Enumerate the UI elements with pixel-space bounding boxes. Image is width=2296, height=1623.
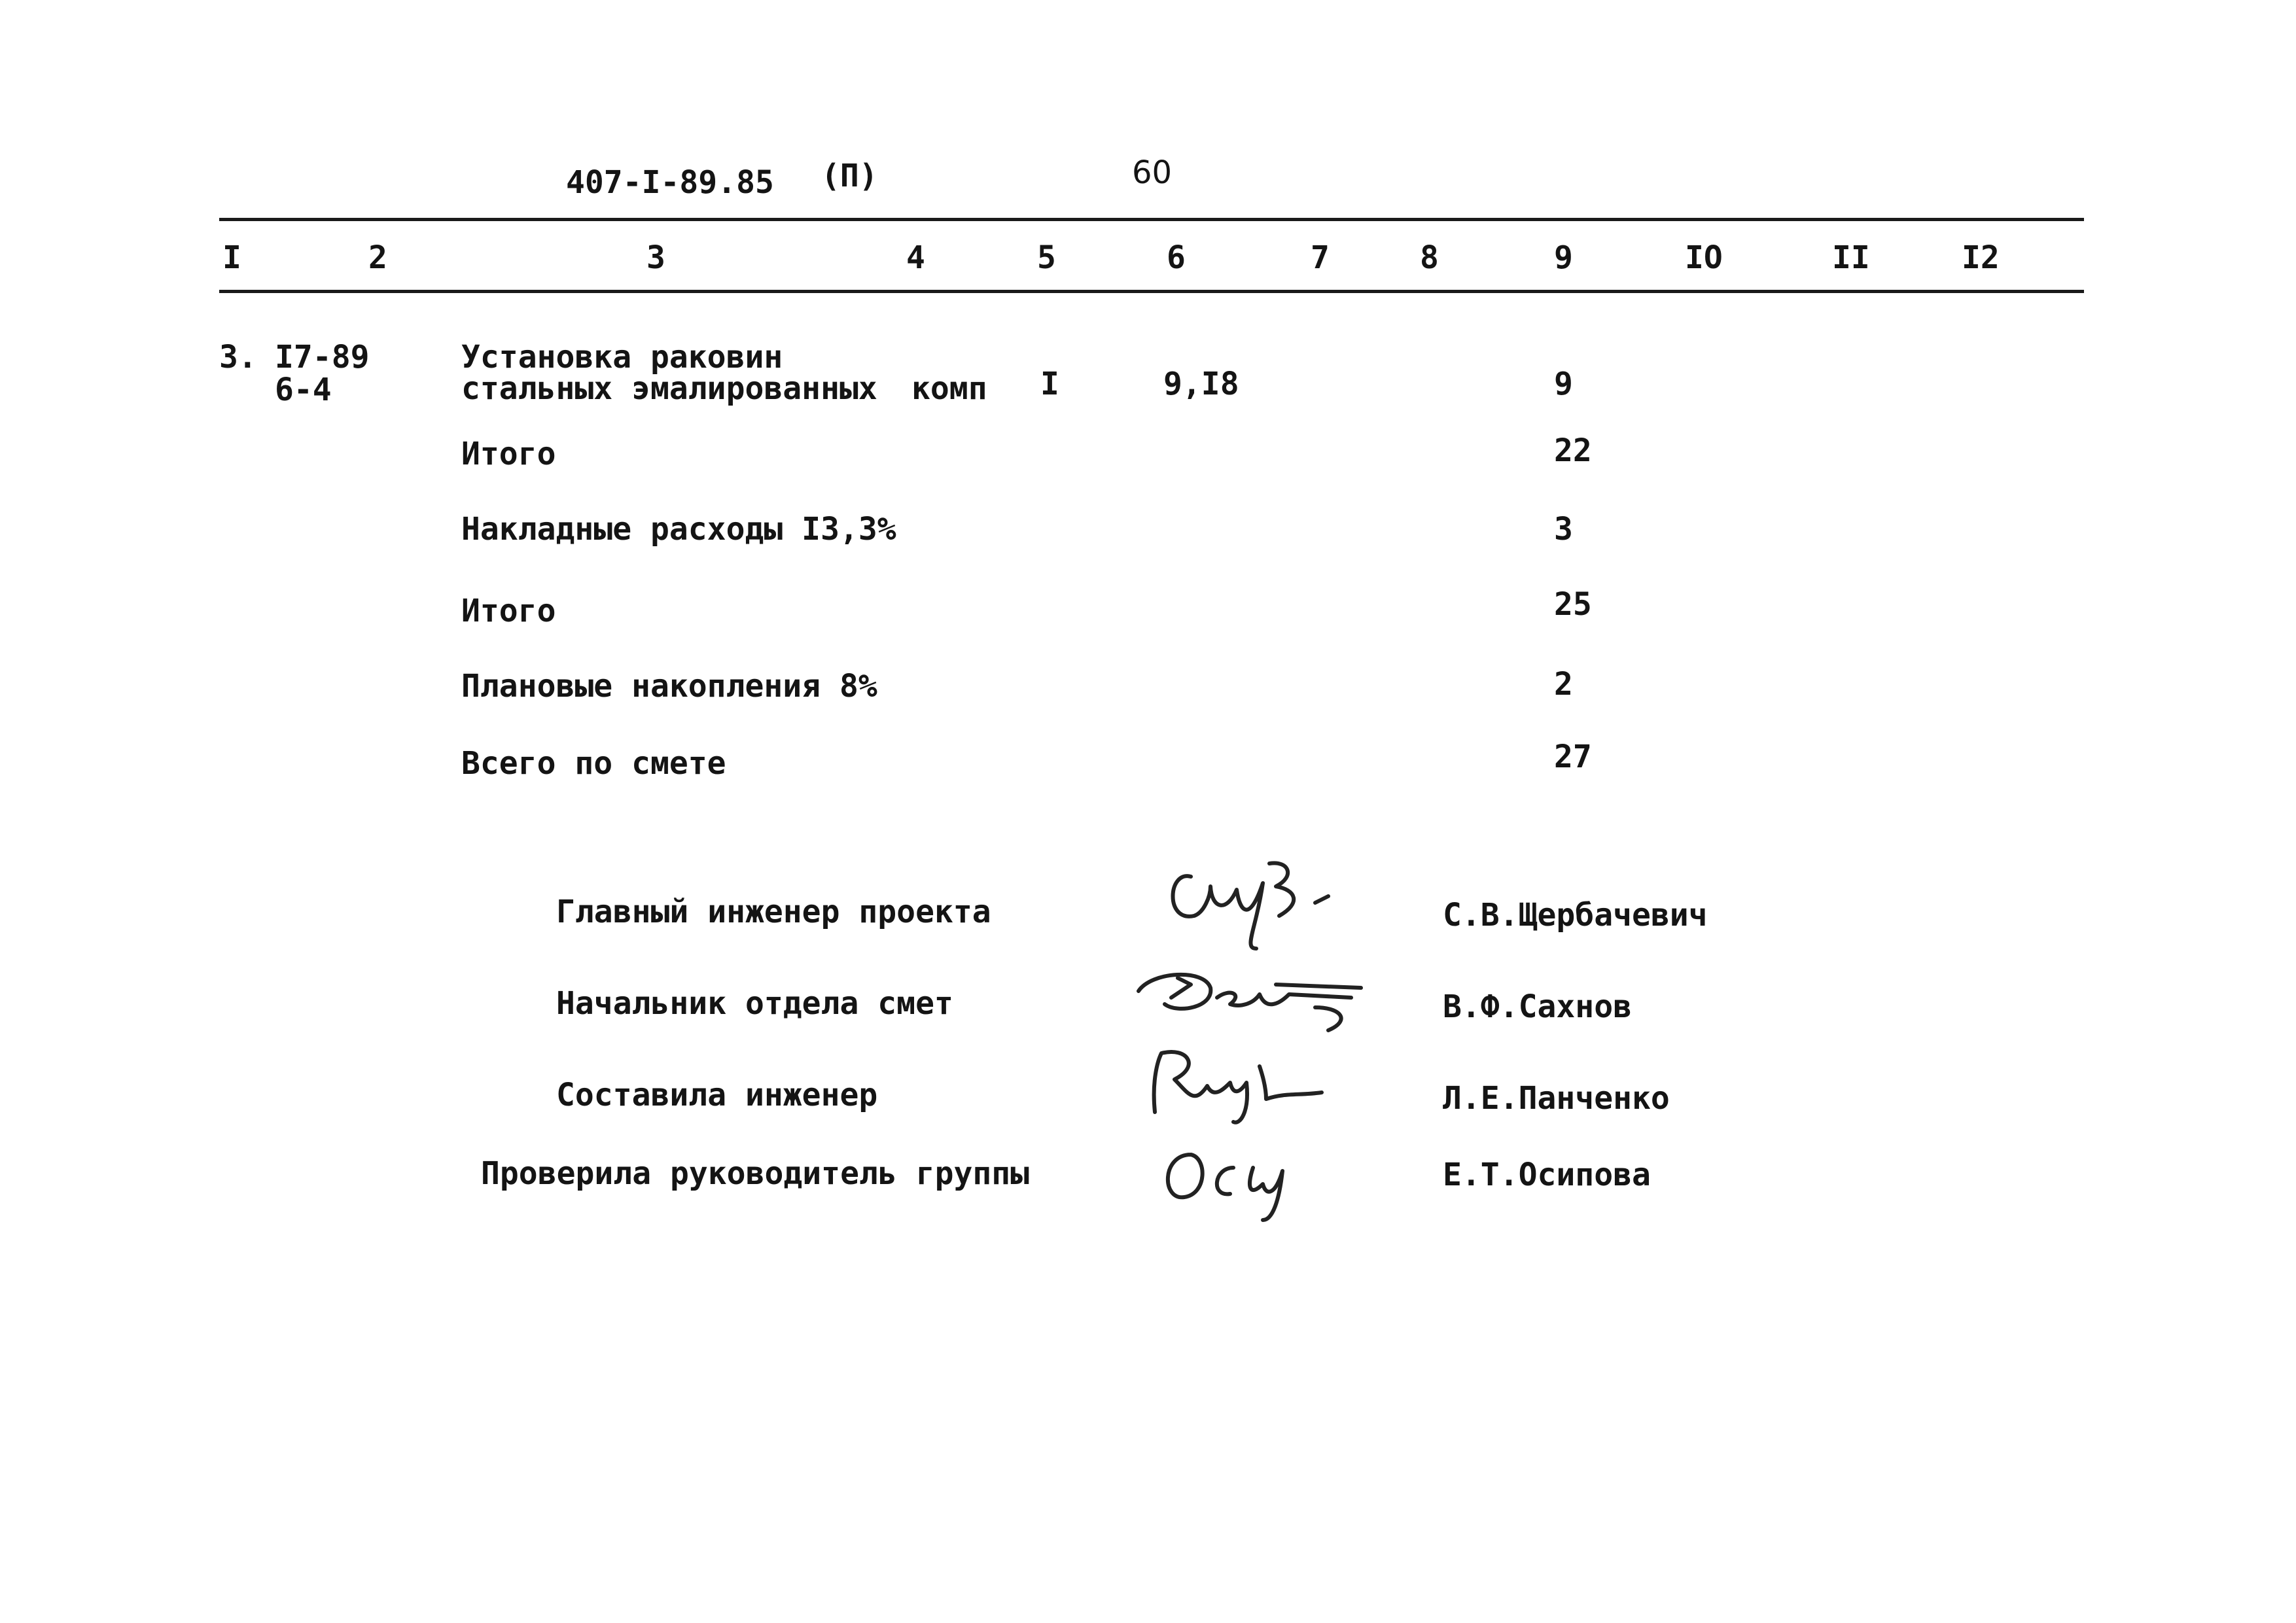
header-top-rule [219,218,2084,221]
overhead-label: Накладные расходы I3,3% [461,511,896,548]
signature-name-estimates-head: В.Ф.Сахнов [1443,988,1632,1025]
document-mark: (П) [821,158,878,194]
overhead-value: 3 [1554,511,1573,548]
column-header-9: 9 [1554,239,1573,276]
signature-title-estimates-head: Начальник отдела смет [556,985,953,1022]
grand-total-value: 27 [1554,739,1592,775]
signature-name-chief-engineer: С.В.Щербачевич [1443,897,1708,934]
signature-compiler [1135,1040,1332,1125]
item-code-line1: I7-89 [275,339,370,375]
document-code: 407-I-89.85 [566,164,774,201]
item-unit: комп [911,370,987,407]
signature-chief-engineer [1165,850,1361,942]
item-unit-cost: 9,I8 [1163,366,1239,402]
signature-title-compiler: Составила инженер [556,1077,878,1113]
column-header-8: 8 [1420,239,1439,276]
item-description-line2: стальных эмалированных [461,370,877,407]
signature-name-group-lead: Е.Т.Осипова [1443,1157,1651,1193]
planned-savings-label: Плановые накопления 8% [461,668,877,705]
subtotal-label: Итого [461,436,556,472]
subtotal-2-label: Итого [461,593,556,629]
signature-name-compiler: Л.Е.Панченко [1443,1080,1670,1117]
item-description-line1: Установка раковин [461,339,783,375]
grand-total-label: Всего по смете [461,745,726,782]
column-header-12: I2 [1962,239,2000,276]
signature-title-chief-engineer: Главный инженер проекта [556,894,991,930]
item-total: 9 [1554,366,1573,402]
page-number: 60 [1132,154,1173,191]
column-header-11: II [1832,239,1870,276]
column-header-1: I [222,239,241,276]
column-header-5: 5 [1037,239,1056,276]
column-header-2: 2 [368,239,387,276]
item-number: 3. [219,339,257,375]
column-header-6: 6 [1167,239,1186,276]
header-bottom-rule [219,290,2084,293]
signature-estimates-head [1125,958,1374,1037]
column-header-10: IO [1685,239,1723,276]
item-code-line2: 6-4 [275,372,332,408]
planned-savings-value: 2 [1554,666,1573,703]
subtotal-value: 22 [1554,432,1592,469]
item-quantity: I [1040,366,1059,402]
column-header-3: 3 [646,239,665,276]
subtotal-2-value: 25 [1554,586,1592,623]
signature-group-lead [1155,1135,1351,1227]
column-header-4: 4 [906,239,925,276]
column-header-7: 7 [1311,239,1330,276]
signature-title-group-lead: Проверила руководитель группы [481,1155,1030,1192]
